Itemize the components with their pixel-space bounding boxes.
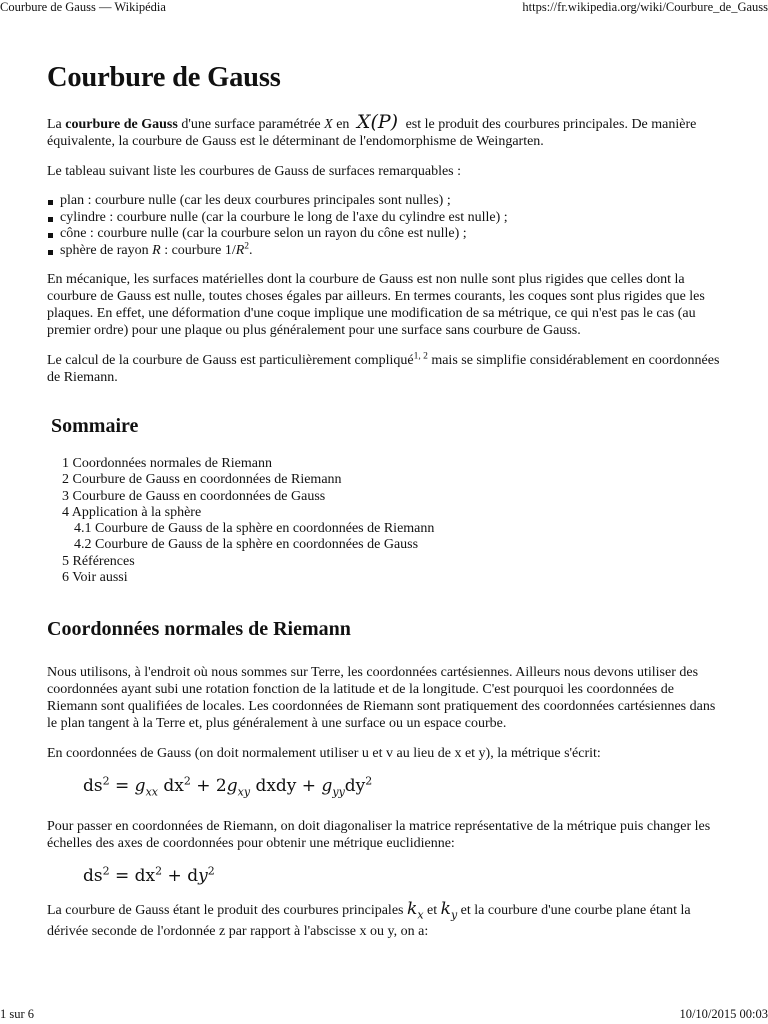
article-title: Courbure de Gauss (47, 62, 281, 93)
toc-item-6[interactable]: 6 Voir aussi (62, 570, 128, 586)
math-kx: $k_x$ (407, 898, 424, 922)
section1-paragraph-3: Pour passer en coordonnées de Riemann, on doit diagonaliser la matrice représentative de la métrique puis changer les échelles des axes de coordonnées pour obtenir une métrique euclidienne: (47, 818, 711, 851)
formula-euclidean-metric: $ds^2 = dx^2 + dy^2$ (83, 864, 215, 886)
section1-paragraph-1: Nous utilisons, à l'endroit où nous sommes sur Terre, les coordonnées cartésiennes. Ailleurs nous devons utiliser des coordonnées ayant subi une rotation fonction de la latitude et de la longitude. C'est pourquoi les coordonnées de Riemann sont qualifiées de locales. Les coordonnées de Riemann sont pratiquement des coordonnées cartésiennes dans le plan tangent à la Terre et, plus généralement à une surface ou un espace courbe. (47, 665, 716, 732)
section1-paragraph-2: En coordonnées de Gauss (on doit normalement utiliser u et v au lieu de x et y), la métrique s'écrit: (47, 746, 601, 762)
toc-item-1[interactable]: 1 Coordonnées normales de Riemann (62, 456, 272, 471)
intro-paragraph-1: La courbure de Gauss d'une surface paramétrée X en X(P) est le produit des courbures principales. De manière équivalente, la courbure de Gauss est le déterminant de l'endomorphisme de Weingarten. (47, 111, 697, 149)
table-of-contents (62, 456, 722, 586)
intro-paragraph-2: Le tableau suivant liste les courbures de Gauss de surfaces remarquables : (47, 164, 462, 179)
toc-item-2[interactable]: 2 Courbure de Gauss en coordonnées de Riemann (62, 472, 342, 488)
print-page-count: 1 sur 6 (0, 1007, 35, 1021)
intro-paragraph-4: Le calcul de la courbure de Gauss est particulièrement compliqué$^{1, 2}$ mais se simplifie considérablement en coordonnées de Riemann. (47, 351, 720, 385)
article-body (47, 60, 722, 953)
list-item: plan : courbure nulle (car les deux courbures principales sont nulles) ; (47, 193, 722, 210)
var-x: X (324, 117, 333, 132)
surface-list (47, 193, 722, 259)
toc-item-4[interactable]: 4 Application à la sphère (62, 504, 202, 520)
print-page-url[interactable]: https://fr.wikipedia.org/wiki/Courbure_de_Gauss (522, 0, 768, 14)
toc-item-5[interactable]: 5 Références (62, 553, 135, 569)
print-timestamp: 10/10/2015 00:03 (679, 1007, 768, 1021)
print-page-title: Courbure de Gauss — Wikipédia (0, 0, 166, 14)
toc-item-4-2[interactable]: 4.2 Courbure de Gauss de la sphère en coordonnées de Gauss (74, 537, 419, 553)
toc-item-3[interactable]: 3 Courbure de Gauss en coordonnées de Gauss (62, 488, 326, 504)
formula-gauss-metric: $ds^2 = g_{xx}$ $dx^2 + 2g_{xy}$ dxdy + $g_{yy}dy^2$ (83, 774, 373, 799)
list-item: sphère de rayon R : courbure $1/R^2$. (47, 243, 722, 260)
list-item: cylindre : courbure nulle (car la courbure le long de l'axe du cylindre est nulle) ; (47, 210, 722, 227)
toc-item-4-1[interactable]: 4.1 Courbure de Gauss de la sphère en coordonnées de Riemann (74, 521, 435, 537)
section1-paragraph-4: La courbure de Gauss étant le produit des courbures principales $k_x$ et $k_y$ et la courbure d'une courbe plane étant la dérivée seconde de l'ordonnée z par rapport à l'abscisse x ou y, on a: (47, 898, 691, 940)
math-x-of-p: X(P) (356, 111, 399, 133)
toc-title: Sommaire (51, 415, 139, 437)
list-item: cône : courbure nulle (car la courbure selon un rayon du cône est nulle) ; (47, 226, 722, 243)
reference-link[interactable]: 1, 2 (413, 351, 428, 362)
math-ky: $k_y$ (440, 898, 458, 922)
bold-term: courbure de Gauss (65, 117, 178, 132)
section-heading-riemann: Coordonnées normales de Riemann (47, 618, 351, 641)
intro-paragraph-3: En mécanique, les surfaces matérielles dont la courbure de Gauss est non nulle sont plus rigides que celles dont la courbure de Gauss est nulle, toutes choses égales par ailleurs. En termes courants, les coques sont plus rigides que les plaques. En effet, une déformation d'une coque implique une modification de sa métrique, ce qui n'est pas le cas (au premier ordre) pour une plaque ou plus généralement pour une surface sans courbure de Gauss. (47, 272, 705, 338)
